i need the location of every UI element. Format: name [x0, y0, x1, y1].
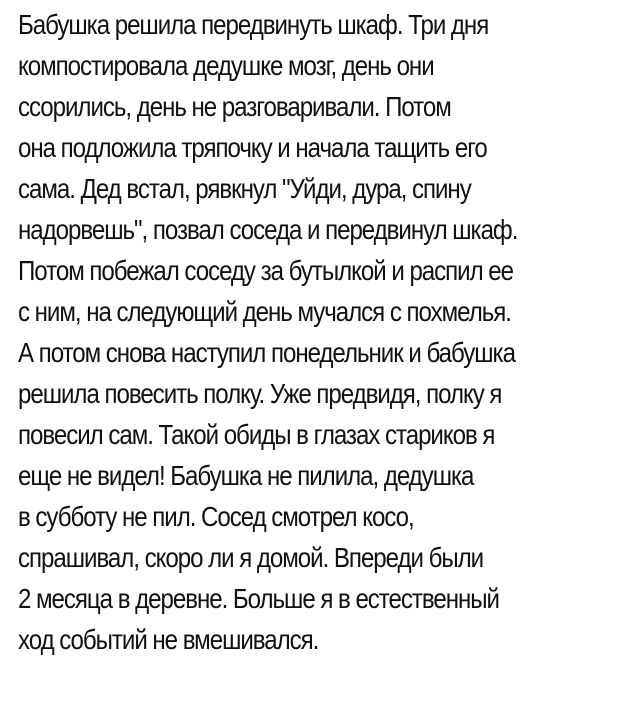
story-line: решила повесить полку. Уже предвидя, полку я — [18, 378, 502, 409]
story-line: ход событий не вмешивался. — [18, 624, 319, 655]
story-line: ссорились, день не разговаривали. Потом — [18, 91, 451, 122]
story-line: она подложила тряпочку и начала тащить его — [18, 132, 487, 163]
story-line: надорвешь", позвал соседа и передвинул шкаф. — [18, 214, 518, 245]
story-line: с ним, на следующий день мучался с похмелья. — [18, 296, 511, 327]
story-line: компостировала дедушке мозг, день они — [18, 50, 434, 81]
story-line: еще не видел! Бабушка не пилила, дедушка — [18, 460, 474, 491]
story-line: А потом снова наступил понедельник и бабушка — [18, 337, 515, 368]
story-line: 2 месяца в деревне. Больше я в естественный — [18, 583, 499, 614]
story-line: сама. Дед встал, рявкнул "Уйди, дура, спину — [18, 173, 471, 204]
story-line: Потом побежал соседу за бутылкой и распил ее — [18, 255, 513, 286]
story-line: спрашивал, скоро ли я домой. Впереди были — [18, 542, 484, 573]
story-line: в субботу не пил. Сосед смотрел косо, — [18, 501, 414, 532]
story-line: повесил сам. Такой обиды в глазах стариков я — [18, 419, 495, 450]
story-line: Бабушка решила передвинуть шкаф. Три дня — [18, 9, 489, 40]
story-text — [18, 4, 633, 660]
